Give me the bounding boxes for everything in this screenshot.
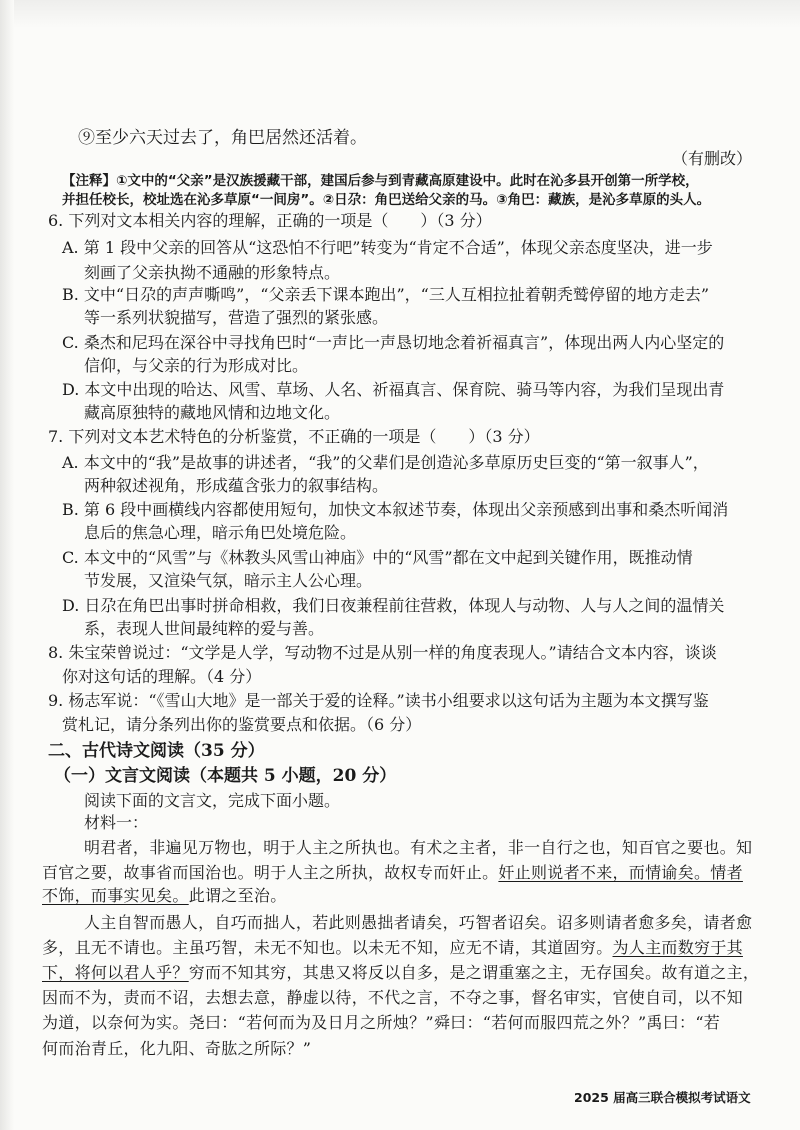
- scan-top-edge: [0, 0, 800, 28]
- material-1-p2-line-4: 因而不为，责而不诏，去想去意，静虚以待，不代之言，不夺之事，督名审实，官使自司，以不知: [42, 988, 743, 1007]
- q6-option-d-line-1: D. 本文中出现的哈达、风雪、草场、人名、祈福真言、保育院、骑马等内容，为我们呈现出青: [62, 380, 725, 399]
- q6-option-a-line-2: 刻画了父亲执拗不通融的形象特点。: [84, 263, 341, 282]
- q7-option-d-line-2: 系，表现人世间最纯粹的爱与善。: [84, 619, 325, 638]
- question-7-stem: 7. 下列对文本艺术特色的分析鉴赏，不正确的一项是（ ）（3 分）: [48, 427, 540, 446]
- material-1-p2-line-2: [42, 935, 743, 958]
- q6-option-c-line-2: 信仰，与父亲的行为形成对比。: [84, 356, 309, 375]
- material-1-p1-line-3: [42, 883, 287, 906]
- question-8-line-1: 8. 朱宝荣曾说过：“文学是人学，写动物不过是从别一样的角度表现人。”请结合文本内容，谈谈: [48, 643, 717, 662]
- p1-line-2-text: 百官之要，故事省而国治也。明于人主之所执，故权专而奸止。: [42, 863, 499, 882]
- question-6-stem: 6. 下列对文本相关内容的理解，正确的一项是（ ）（3 分）: [48, 211, 492, 230]
- q6-option-c-line-1: C. 桑杰和尼玛在深谷中寻找角巴时“一声比一声恳切地念着祈福真言”，体现出两人内心坚定的: [62, 333, 725, 352]
- p2-line-2-text: 多，且无不请也。主虽巧智，未无不知也。以未无不知，应无不请，其道固穷。: [42, 938, 613, 957]
- subsection-heading-classical-chinese: （一）文言文阅读（本题共 5 小题，20 分）: [54, 766, 397, 786]
- material-1-p1-line-2: [42, 860, 743, 883]
- section-heading-ancient-poetry: 二、古代诗文阅读（35 分）: [48, 741, 265, 761]
- question-9-line-1: 9. 杨志军说：“《雪山大地》是一部关于爱的诠释。”读书小组要求以这句话为主题为本文撰写鉴: [48, 691, 709, 710]
- p1-line-3-text: 此谓之至治。: [188, 886, 287, 905]
- q7-option-a-line-1: A. 本文中的“我”是故事的讲述者，“我”的父辈们是创造沁多草原历史巨变的“第一叙事人”，: [62, 453, 709, 472]
- p1-underlined-sentence-part-2: 不饰，而事实见矣。: [42, 886, 189, 905]
- q7-option-c-line-1: C. 本文中的“风雪”与《林教头风雪山神庙》中的“风雪”都在文中起到关键作用，既推动情: [62, 548, 693, 567]
- abridged-note: （有删改）: [672, 149, 753, 168]
- material-1-p2-line-1: 人主自智而愚人，自巧而拙人，若此则愚拙者请矣，巧智者诏矣。诏多则请者愈多矣，请者愈: [84, 913, 753, 932]
- reading-instruction: 阅读下面的文言文，完成下面小题。: [84, 791, 341, 810]
- p2-line-3-text: 穷而不知其穷，其患又将反以自多，是之谓重塞之主，无存国矣。故有道之主，: [188, 963, 760, 982]
- annotation-line-1: 【注释】①文中的“父亲”是汉族援藏干部，建国后参与到青藏高原建设中。此时在沁多县开创第一所学校，: [62, 173, 699, 189]
- q7-option-d-line-1: D. 日尕在角巴出事时拼命相救，我们日夜兼程前往营救，体现人与动物、人与人之间的温情关: [62, 596, 725, 615]
- q7-option-c-line-2: 节发展，又渲染气氛，暗示主人公心理。: [84, 571, 373, 590]
- passage-item-9: ⑨至少六天过去了，角巴居然还活着。: [78, 128, 367, 148]
- p2-underlined-sentence-part-1: 为人主而数穷于其: [612, 938, 743, 957]
- annotation-line-2: 并担任校长，校址选在沁多草原“一间房”。②日尕：角巴送给父亲的马。③角巴：藏族，是沁多草原的头人。: [62, 192, 711, 208]
- p2-underlined-sentence-part-2: 下，将何以君人乎？: [42, 963, 189, 982]
- material-1-label: 材料一：: [84, 813, 149, 832]
- question-8-line-2: 你对这句话的理解。（4 分）: [62, 667, 262, 686]
- question-9-line-2: 赏札记，请分条列出你的鉴赏要点和依据。（6 分）: [62, 715, 422, 734]
- q7-option-b-line-2: 息后的焦急心理，暗示角巴处境危险。: [84, 523, 357, 542]
- q6-option-d-line-2: 藏高原独特的藏地风情和边地文化。: [84, 403, 341, 422]
- material-1-p2-line-6: 何而治青丘，化九阳、奇肱之所际？”: [42, 1039, 312, 1058]
- scan-left-edge: [0, 0, 14, 1130]
- page-footer: 2025 届高三联合模拟考试语文: [574, 1090, 751, 1105]
- q7-option-b-line-1: B. 第 6 段中画横线内容都使用短句，加快文本叙述节奏，体现出父亲预感到出事和桑杰听闻消: [62, 500, 729, 519]
- material-1-p2-line-5: 为道，以奈何为实。尧曰：“若何而为及日月之所烛？”舜曰：“若何而服四荒之外？”禹曰：“若: [42, 1013, 721, 1032]
- p1-underlined-sentence-part-1: 奸止则说者不来，而情谕矣。情者: [498, 863, 743, 882]
- q6-option-b-line-2: 等一系列状貌描写，营造了强烈的紧张感。: [84, 308, 389, 327]
- q7-option-a-line-2: 两种叙述视角，形成蕴含张力的叙事结构。: [84, 476, 389, 495]
- q6-option-b-line-1: B. 文中“日尕的声声嘶鸣”，“父亲丢下课本跑出”，“三人互相拉扯着朝秃鹫停留的地方走去”: [62, 285, 710, 304]
- material-1-p2-line-3: [42, 960, 759, 983]
- material-1-p1-line-1: 明君者，非遍见万物也，明于人主之所执也。有术之主者，非一自行之也，知百官之要也。知: [84, 838, 753, 857]
- q6-option-a-line-1: A. 第 1 段中父亲的回答从“这恐怕不行吧”转变为“肯定不合适”，体现父亲态度坚决，进一步: [62, 238, 713, 257]
